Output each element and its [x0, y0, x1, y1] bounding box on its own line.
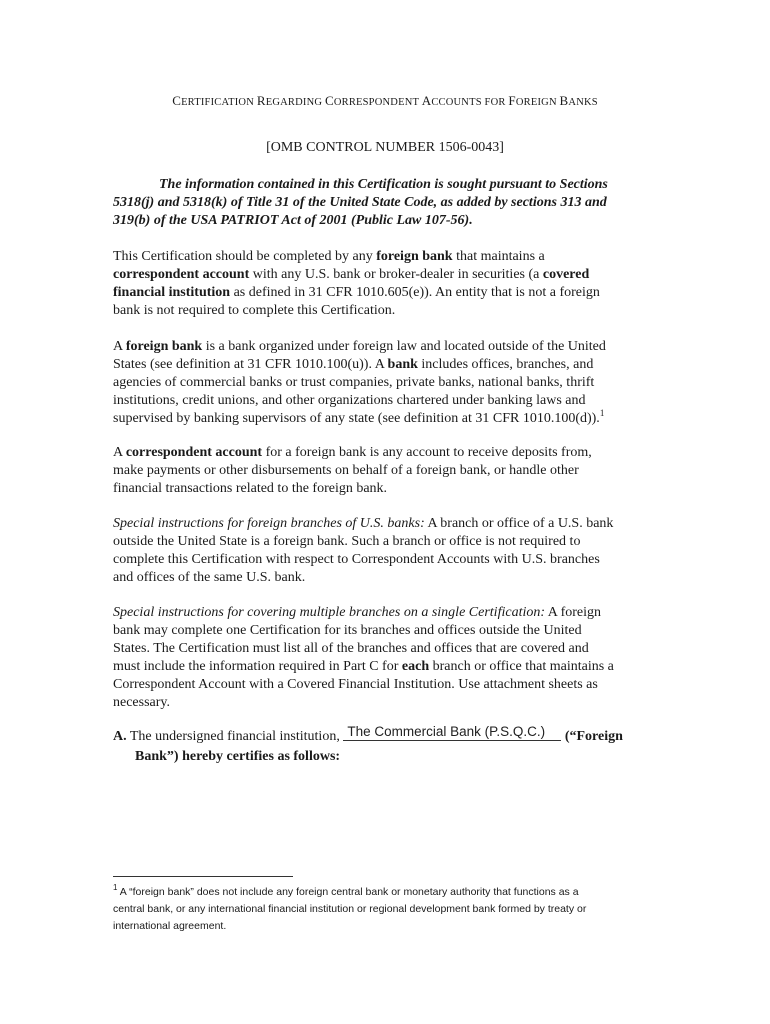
paragraph-line: Special instructions for covering multiple branches on a single Certification: A foreign [113, 605, 602, 620]
paragraph-correspondent-account-definition [113, 444, 658, 498]
paragraph-line: A foreign bank is a bank organized under foreign law and located outside of the United [113, 339, 606, 354]
section-a-line: Bank”) hereby certifies as follows: [135, 749, 341, 764]
paragraph-line: bank may complete one Certification for its branches and offices outside the United [113, 623, 582, 638]
paragraph-line: States. The Certification must list all of the branches and offices that are covered and [113, 641, 589, 656]
paragraph-line: This Certification should be completed by any foreign bank that maintains a [113, 249, 545, 264]
paragraph-line: complete this Certification with respect to Correspondent Accounts with U.S. branches [113, 552, 600, 567]
paragraph-line: Special instructions for foreign branches of U.S. banks: A branch or office of a U.S. bank [113, 516, 614, 531]
paragraph-line: institutions, credit unions, and other organizations chartered under banking laws and [113, 393, 586, 408]
intro-line: 5318(j) and 5318(k) of Title 31 of the United State Code, as added by sections 313 and [113, 195, 607, 210]
paragraph-line: correspondent account with any U.S. bank or broker-dealer in securities (a covered [113, 267, 590, 282]
paragraph-line: financial transactions related to the foreign bank. [113, 481, 388, 496]
document-title: CERTIFICATION REGARDING CORRESPONDENT ACCOUNTS FOR FOREIGN BANKS [172, 93, 598, 108]
paragraph-special-instructions-branches [113, 515, 658, 587]
omb-control-number: [OMB CONTROL NUMBER 1506-0043] [266, 140, 504, 155]
section-a-label: A. [113, 729, 127, 744]
paragraph-special-instructions-multiple [113, 604, 658, 712]
financial-institution-name-field[interactable]: The Commercial Bank (P.S.Q.C.) [343, 723, 561, 741]
paragraph-line: and offices of the same U.S. bank. [113, 570, 306, 585]
footnote-number: 1 [113, 883, 118, 892]
intro-line: 319(b) of the USA PATRIOT Act of 2001 (Public Law 107-56). [113, 213, 473, 228]
paragraph-line: agencies of commercial banks or trust companies, private banks, national banks, thrift [113, 375, 595, 390]
paragraph-applicability [113, 248, 658, 320]
footnote-line: international agreement. [113, 920, 227, 932]
paragraph-line: bank is not required to complete this Certification. [113, 303, 396, 318]
footnote [113, 884, 653, 935]
intro-paragraph [113, 176, 653, 230]
paragraph-line: Correspondent Account with a Covered Financial Institution. Use attachment sheets as [113, 677, 598, 692]
section-a [113, 724, 673, 767]
paragraph-line: A correspondent account for a foreign bank is any account to receive deposits from, [113, 445, 592, 460]
paragraph-line: must include the information required in Part C for each branch or office that maintains a [113, 659, 614, 674]
paragraph-foreign-bank-definition [113, 338, 658, 428]
paragraph-line: make payments or other disbursements on behalf of a foreign bank, or handle other [113, 463, 579, 478]
paragraph-line: financial institution as defined in 31 CFR 1010.605(e)). An entity that is not a foreign [113, 285, 600, 300]
footnote-divider [113, 876, 293, 877]
paragraph-line: States (see definition at 31 CFR 1010.100(u)). A bank includes offices, branches, and [113, 357, 594, 372]
paragraph-line: supervised by banking supervisors of any state (see definition at 31 CFR 1010.100(d)).$^1$ [113, 408, 605, 426]
section-a-line: A. The undersigned financial institution, The Commercial Bank (P.S.Q.C.) (“Foreign [113, 724, 623, 744]
footnote-line: $^1$ A “foreign bank” does not include any foreign central bank or monetary authority that functions as a [113, 883, 579, 898]
footnote-line: central bank, or any international financial institution or regional development bank formed by treaty or [113, 903, 587, 915]
intro-line: The information contained in this Certification is sought pursuant to Sections [159, 177, 608, 192]
paragraph-line: necessary. [113, 695, 171, 710]
paragraph-line: outside the United State is a foreign bank. Such a branch or office is not required to [113, 534, 581, 549]
footnote-ref: 1 [599, 408, 605, 418]
